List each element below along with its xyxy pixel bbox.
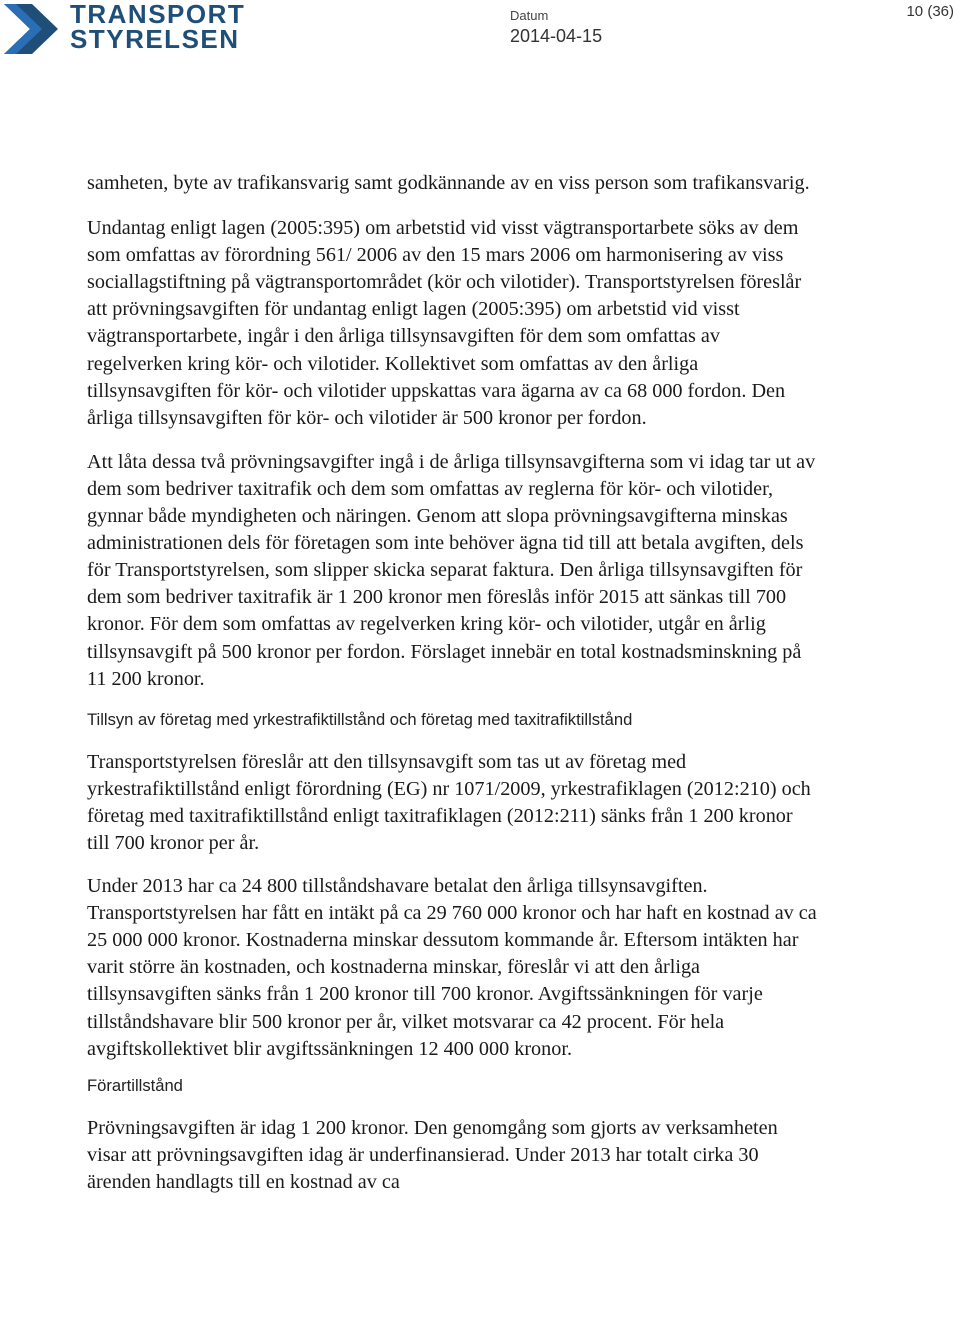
paragraph: Undantag enligt lagen (2005:395) om arbetstid vid visst vägtransportarbete söks av dem som omfattas av förordning 561/ 2006 av den 15 mars 2006 om harmonisering av viss sociallagstiftning på vägtransportområdet (kör och vilotider). Transportstyrelsen föreslår att prövningsavgiften för undantag enligt lagen (2005:395) om arbetstid vid visst vägtransportarbete, ingår i den årliga tillsynsavgiften för dem som omfattas av regelverken kring kör- och vilotider. Kollektivet som omfattas av den årliga tillsynsavgiften för kör- och vilotider uppskattas vara ägarna av ca 68 000 fordon. Den årliga tillsynsavgiften för kör- och vilotider är 500 kronor per fordon. [87, 217, 802, 429]
paragraph: samheten, byte av trafikansvarig samt godkännande av en viss person som trafikansvarig. [87, 172, 810, 194]
logo-line-2: STYRELSEN [70, 24, 240, 54]
section-heading: Förartillstånd [87, 1075, 183, 1095]
page-header [0, 0, 960, 70]
logo-wordmark [70, 2, 245, 52]
document-body [87, 170, 817, 1212]
paragraph: Prövningsavgiften är idag 1 200 kronor. Den genomgång som gjorts av verksamheten visar att prövningsavgiften idag är underfinansierad. Under 2013 har totalt cirka 30 ärenden handlagts till en kostnad av ca [87, 1116, 778, 1193]
logo-mark-icon [4, 4, 58, 54]
transportstyrelsen-logo [4, 0, 246, 56]
paragraph: Transportstyrelsen föreslår att den tillsynsavgift som tas ut av företag med yrkestrafiktillstånd enligt förordning (EG) nr 1071/2009, yrkestrafiklagen (2012:210) och företag med taxitrafiktillstånd enligt taxitrafiklagen (2012:211) sänks från 1 200 kronor till 700 kronor per år. [87, 750, 811, 854]
paragraph: Under 2013 har ca 24 800 tillståndshavare betalat den årliga tillsynsavgiften. Transportstyrelsen har fått en intäkt på ca 29 760 000 kronor och har haft en kostnad av ca 25 000 000 kronor. Kostnaderna minskar dessutom kommande år. Eftersom intäkten har varit större än kostnaden, och kostnaderna minskar, föreslår vi att den årliga tillsynsavgiften sänks från 1 200 kronor till 700 kronor. Avgiftssänkningen för varje tillståndshavare blir 500 kronor per år, vilket motsvarar ca 42 procent. För hela avgiftskollektivet blir avgiftssänkningen 12 400 000 kronor. [87, 875, 817, 1060]
section-heading: Tillsyn av företag med yrkestrafiktillstånd och företag med taxitrafiktillstånd [87, 709, 633, 729]
date-label: Datum [510, 8, 549, 23]
date-value: 2014-04-15 [510, 26, 603, 46]
paragraph: Att låta dessa två prövningsavgifter ingå i de årliga tillsynsavgifterna som vi idag tar ut av dem som bedriver taxitrafik och dem som omfattas av reglerna för kör- och vilotider, gynnar både myndigheten och näringen. Genom att slopa prövningsavgifterna minskas administrationen dels för företagen som inte behöver ägna tid till att betala avgiften, dels för Transportstyrelsen, som slipper skicka separat faktura. Den årliga tillsynsavgiften för dem som bedriver taxitrafik är 1 200 kronor men föreslås inför 2015 att sänkas till 700 kronor. För dem som omfattas av regelverken kring kör- och vilotider, utgår en årlig tillsynsavgift på 500 kronor per fordon. Förslaget innebär en total kostnadsminskning på 11 200 kronor. [87, 450, 816, 690]
page-number: 10 (36) [906, 3, 954, 20]
logo-line-1: TRANSPORT [70, 0, 246, 29]
